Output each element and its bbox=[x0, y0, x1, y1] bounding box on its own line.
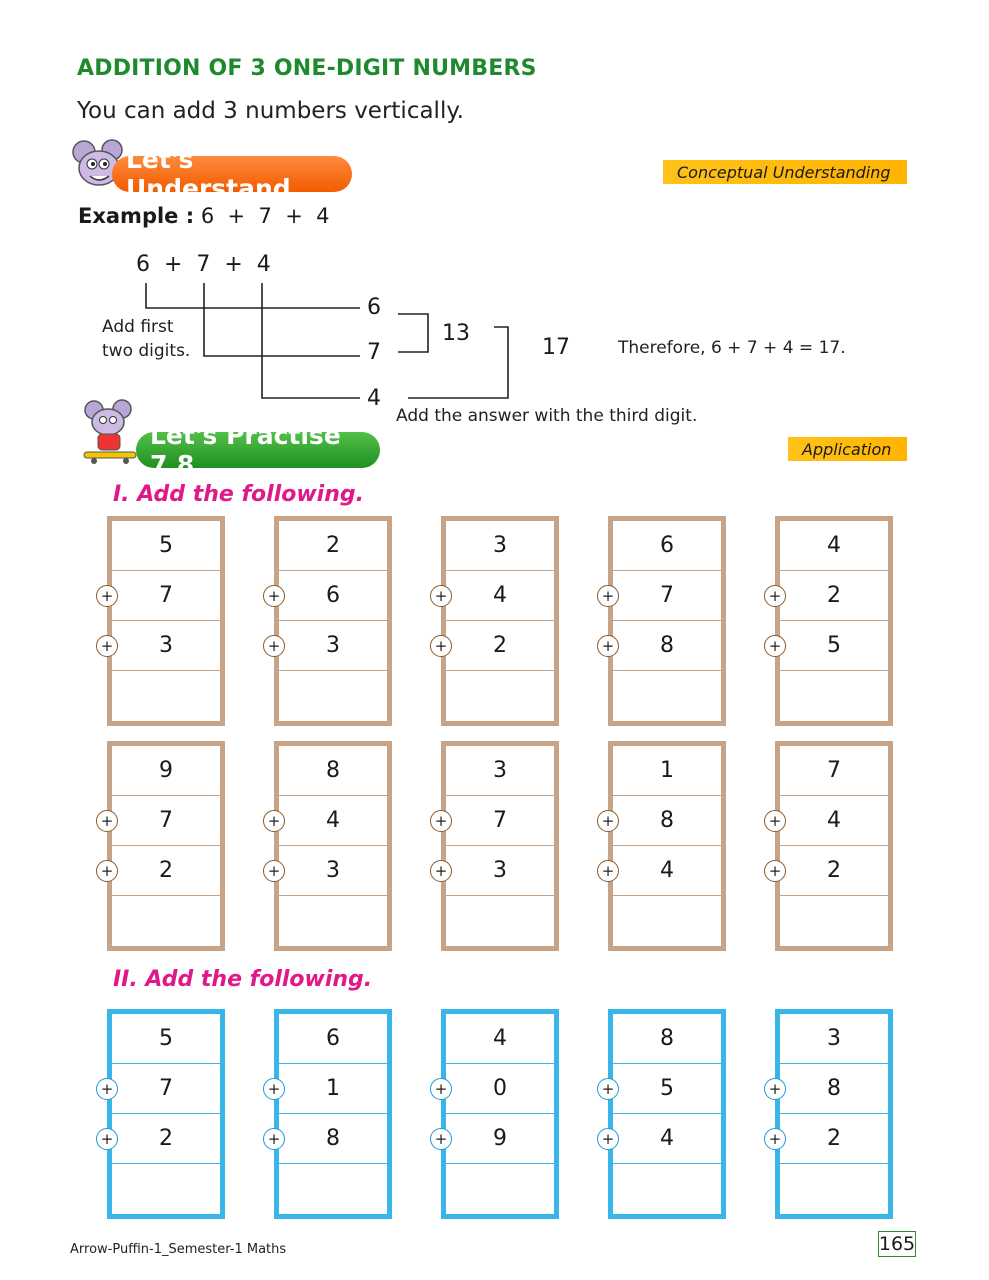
plus-sign-icon: + bbox=[764, 860, 786, 882]
addend-3-cell: 2 bbox=[112, 1114, 220, 1164]
addition-card bbox=[775, 516, 893, 726]
answer-cell[interactable] bbox=[780, 671, 888, 721]
plus-sign-icon: + bbox=[764, 810, 786, 832]
addend-1-cell: 4 bbox=[780, 521, 888, 571]
section-2-title: II. Add the following. bbox=[113, 967, 373, 992]
addition-card-body bbox=[446, 1014, 554, 1214]
addend-3-cell: 9 bbox=[446, 1114, 554, 1164]
addition-card bbox=[107, 1009, 225, 1219]
plus-sign-icon: + bbox=[263, 1128, 285, 1150]
plus-sign-icon: + bbox=[430, 585, 452, 607]
addend-1-cell: 6 bbox=[279, 1014, 387, 1064]
addition-card-body bbox=[279, 746, 387, 946]
addend-1-cell: 4 bbox=[446, 1014, 554, 1064]
lets-understand-banner: Let's Understand bbox=[112, 156, 352, 192]
addend-2-cell: 7 bbox=[446, 796, 554, 846]
addend-2-cell: 7 bbox=[112, 796, 220, 846]
answer-cell[interactable] bbox=[112, 1164, 220, 1214]
diagram-digit-2: 7 bbox=[367, 340, 381, 365]
application-tag: Application bbox=[788, 437, 907, 461]
addition-card-body bbox=[279, 521, 387, 721]
addition-card-body bbox=[112, 1014, 220, 1214]
addition-card bbox=[274, 1009, 392, 1219]
addend-3-cell: 3 bbox=[112, 621, 220, 671]
note-add-third: Add the answer with the third digit. bbox=[396, 406, 698, 426]
addend-1-cell: 2 bbox=[279, 521, 387, 571]
addend-1-cell: 1 bbox=[613, 746, 721, 796]
conceptual-understanding-tag: Conceptual Understanding bbox=[663, 160, 907, 184]
plus-sign-icon: + bbox=[263, 635, 285, 657]
page-heading: ADDITION OF 3 ONE-DIGIT NUMBERS bbox=[77, 56, 537, 81]
addition-card-body bbox=[446, 746, 554, 946]
plus-sign-icon: + bbox=[430, 1078, 452, 1100]
addend-2-cell: 7 bbox=[112, 1064, 220, 1114]
footer-book-title: Arrow-Puffin-1_Semester-1 Maths bbox=[70, 1242, 287, 1257]
plus-sign-icon: + bbox=[597, 810, 619, 832]
addend-3-cell: 3 bbox=[279, 846, 387, 896]
addition-card bbox=[441, 1009, 559, 1219]
plus-sign-icon: + bbox=[263, 860, 285, 882]
plus-sign-icon: + bbox=[764, 635, 786, 657]
addend-2-cell: 7 bbox=[613, 571, 721, 621]
example-label: Example : bbox=[78, 204, 195, 228]
addition-card bbox=[775, 741, 893, 951]
plus-sign-icon: + bbox=[764, 1078, 786, 1100]
addition-card bbox=[441, 741, 559, 951]
plus-sign-icon: + bbox=[764, 585, 786, 607]
plus-sign-icon: + bbox=[430, 810, 452, 832]
answer-cell[interactable] bbox=[112, 671, 220, 721]
diagram-total: 17 bbox=[542, 335, 570, 360]
diagram-partial-sum: 13 bbox=[442, 321, 470, 346]
addend-1-cell: 7 bbox=[780, 746, 888, 796]
lets-practise-banner: Let's Practise 7.8 bbox=[136, 432, 380, 468]
mouse-skateboard-icon bbox=[80, 398, 146, 468]
answer-cell[interactable] bbox=[279, 671, 387, 721]
addend-3-cell: 4 bbox=[613, 1114, 721, 1164]
plus-sign-icon: + bbox=[764, 1128, 786, 1150]
plus-sign-icon: + bbox=[96, 860, 118, 882]
addend-3-cell: 3 bbox=[446, 846, 554, 896]
addend-3-cell: 2 bbox=[780, 1114, 888, 1164]
addition-card-body bbox=[613, 521, 721, 721]
addend-1-cell: 8 bbox=[613, 1014, 721, 1064]
plus-sign-icon: + bbox=[263, 585, 285, 607]
page-number: 165 bbox=[878, 1233, 916, 1255]
answer-cell[interactable] bbox=[446, 896, 554, 946]
answer-cell[interactable] bbox=[780, 1164, 888, 1214]
addend-2-cell: 7 bbox=[112, 571, 220, 621]
addend-3-cell: 8 bbox=[279, 1114, 387, 1164]
addend-1-cell: 5 bbox=[112, 1014, 220, 1064]
plus-sign-icon: + bbox=[96, 635, 118, 657]
addition-card bbox=[608, 741, 726, 951]
addend-3-cell: 3 bbox=[279, 621, 387, 671]
addition-card-body bbox=[613, 1014, 721, 1214]
addition-card bbox=[441, 516, 559, 726]
addition-card-body bbox=[446, 521, 554, 721]
addend-3-cell: 5 bbox=[780, 621, 888, 671]
addend-2-cell: 4 bbox=[780, 796, 888, 846]
diagram-digit-1: 6 bbox=[367, 295, 381, 320]
answer-cell[interactable] bbox=[613, 671, 721, 721]
note-add-first: Add first bbox=[102, 317, 174, 337]
plus-sign-icon: + bbox=[430, 635, 452, 657]
addend-3-cell: 2 bbox=[446, 621, 554, 671]
addend-2-cell: 6 bbox=[279, 571, 387, 621]
addend-3-cell: 2 bbox=[112, 846, 220, 896]
addition-card-body bbox=[780, 746, 888, 946]
addend-3-cell: 8 bbox=[613, 621, 721, 671]
therefore-statement: Therefore, 6 + 7 + 4 = 17. bbox=[618, 338, 846, 358]
plus-sign-icon: + bbox=[96, 810, 118, 832]
plus-sign-icon: + bbox=[597, 1128, 619, 1150]
plus-sign-icon: + bbox=[263, 810, 285, 832]
plus-sign-icon: + bbox=[96, 1128, 118, 1150]
answer-cell[interactable] bbox=[780, 896, 888, 946]
addend-2-cell: 4 bbox=[446, 571, 554, 621]
plus-sign-icon: + bbox=[96, 1078, 118, 1100]
addition-card bbox=[608, 516, 726, 726]
addend-2-cell: 1 bbox=[279, 1064, 387, 1114]
addition-card-body bbox=[112, 746, 220, 946]
addend-1-cell: 8 bbox=[279, 746, 387, 796]
plus-sign-icon: + bbox=[96, 585, 118, 607]
answer-cell[interactable] bbox=[613, 896, 721, 946]
diagram-digit-3: 4 bbox=[367, 386, 381, 411]
plus-sign-icon: + bbox=[430, 1128, 452, 1150]
answer-cell[interactable] bbox=[446, 671, 554, 721]
plus-sign-icon: + bbox=[263, 1078, 285, 1100]
addend-2-cell: 8 bbox=[613, 796, 721, 846]
addend-1-cell: 3 bbox=[780, 1014, 888, 1064]
diagram-expression: 6 + 7 + 4 bbox=[136, 252, 271, 277]
addition-card bbox=[274, 516, 392, 726]
addition-card bbox=[107, 516, 225, 726]
addition-card-body bbox=[780, 1014, 888, 1214]
intro-text: You can add 3 numbers vertically. bbox=[77, 98, 464, 124]
answer-cell[interactable] bbox=[279, 1164, 387, 1214]
addend-3-cell: 4 bbox=[613, 846, 721, 896]
addend-2-cell: 2 bbox=[780, 571, 888, 621]
addend-1-cell: 6 bbox=[613, 521, 721, 571]
note-two-digits: two digits. bbox=[102, 341, 191, 361]
example-expression: 6 + 7 + 4 bbox=[200, 204, 330, 228]
answer-cell[interactable] bbox=[446, 1164, 554, 1214]
answer-cell[interactable] bbox=[112, 896, 220, 946]
answer-cell[interactable] bbox=[613, 1164, 721, 1214]
answer-cell[interactable] bbox=[279, 896, 387, 946]
plus-sign-icon: + bbox=[597, 1078, 619, 1100]
section-1-title: I. Add the following. bbox=[113, 482, 364, 507]
plus-sign-icon: + bbox=[597, 860, 619, 882]
addend-1-cell: 3 bbox=[446, 521, 554, 571]
addend-1-cell: 5 bbox=[112, 521, 220, 571]
addition-card bbox=[775, 1009, 893, 1219]
addend-1-cell: 3 bbox=[446, 746, 554, 796]
plus-sign-icon: + bbox=[597, 585, 619, 607]
addition-card-body bbox=[112, 521, 220, 721]
addend-2-cell: 4 bbox=[279, 796, 387, 846]
plus-sign-icon: + bbox=[597, 635, 619, 657]
addition-card bbox=[274, 741, 392, 951]
addend-2-cell: 0 bbox=[446, 1064, 554, 1114]
addition-card-body bbox=[613, 746, 721, 946]
addend-2-cell: 8 bbox=[780, 1064, 888, 1114]
addition-card bbox=[107, 741, 225, 951]
addend-1-cell: 9 bbox=[112, 746, 220, 796]
addition-card bbox=[608, 1009, 726, 1219]
addend-2-cell: 5 bbox=[613, 1064, 721, 1114]
addition-card-body bbox=[279, 1014, 387, 1214]
addend-3-cell: 2 bbox=[780, 846, 888, 896]
addition-card-body bbox=[780, 521, 888, 721]
plus-sign-icon: + bbox=[430, 860, 452, 882]
addition-diagram-lines bbox=[0, 0, 989, 440]
